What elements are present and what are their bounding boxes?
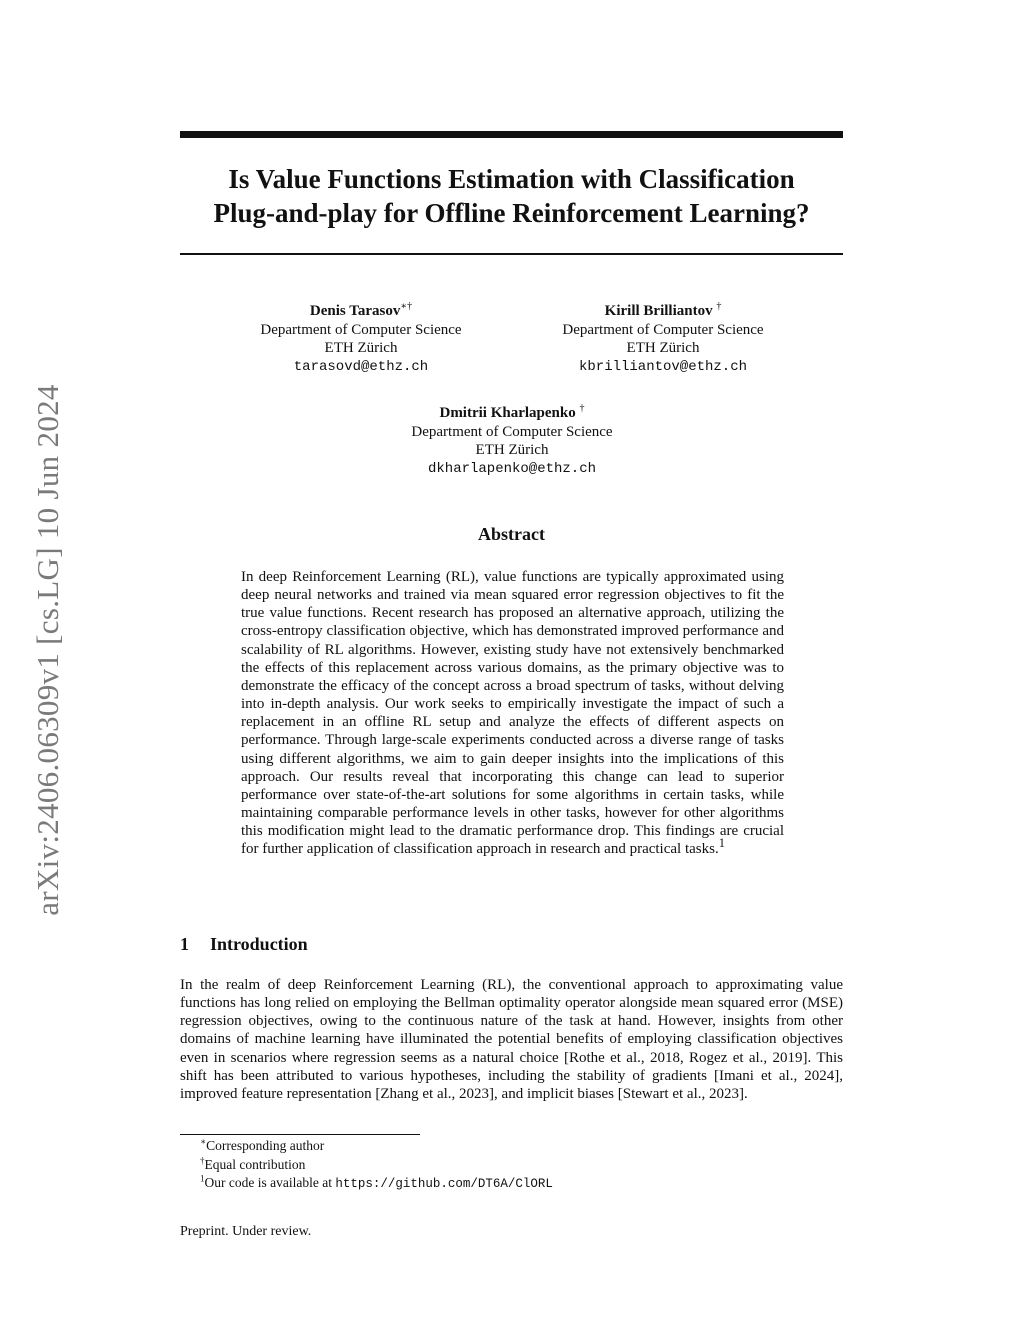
abstract-footnote-mark: 1	[718, 836, 725, 851]
footnotes	[200, 1137, 553, 1194]
author-footnote-marks: ∗†	[400, 301, 413, 312]
author-institution: ETH Zürich	[475, 442, 549, 458]
paper-title-line-1: Is Value Functions Estimation with Classification	[228, 164, 795, 194]
author-department: Department of Computer Science	[260, 321, 462, 338]
author-email[interactable]: tarasovd@ethz.ch	[293, 358, 429, 375]
author-footnote-marks: †	[579, 403, 585, 414]
author-institution: ETH Zürich	[324, 340, 398, 356]
author-email[interactable]: kbrilliantov@ethz.ch	[578, 358, 748, 375]
author-department: Department of Computer Science	[411, 423, 613, 440]
introduction-text: In the realm of deep Reinforcement Learning (RL), the conventional approach to approximating value functions has long relied on employing the Bellman optimality operator alongside mean squared error (MSE) regression objectives, owing to the continuous nature of the task at hand. However, insights from other domains of machine learning have illuminated the potential benefits of employing classification objectives even in scenarios where regression seems as a natural choice [Rothe et al., 2018, Rogez et al., 2019]. This shift has been attributed to various hypotheses, including the stability of gradients [Imani et al., 2024], improved feature representation [Zhang et al., 2023], and implicit biases [Stewart et al., 2023].	[180, 977, 843, 1102]
abstract-text: In deep Reinforcement Learning (RL), value functions are typically approximated using deep neural networks and trained via mean squared error regression objectives to fit the true value functions. Recent research has proposed an alternative approach, utilizing the cross-entropy classification objective, which has demonstrated improved performance and scalability of RL algorithms. However, existing study have not extensively benchmarked the effects of this replacement across various domains, as the primary objective was to demonstrate the efficacy of the concept across a broad spectrum of tasks, without delving into in-depth analysis. Our work seeks to empirically investigate the impact of such a replacement in an offline RL setup and analyze the effects of different aspects on performance. Through large-scale experiments conducted across a diverse range of tasks using different algorithms, we aim to gain deeper insights into the implications of this approach. Our results reveal that incorporating this change can lead to superior performance over state-of-the-art solutions for some algorithms in certain tasks, while maintaining comparable performance levels in other tasks, however for other algorithms this modification might lead to the dramatic performance drop. This findings are crucial for further application of classification approach in research and practical tasks.$^1$	[241, 569, 784, 858]
author-name: Kirill Brilliantov †	[604, 301, 722, 319]
section-number: 1	[180, 934, 189, 954]
arxiv-identifier-stamp: arXiv:2406.06309v1 [cs.LG] 10 Jun 2024	[30, 384, 65, 916]
title-bottom-rule	[180, 253, 843, 255]
author-block-tarasov	[228, 302, 494, 376]
author-email[interactable]: dkharlapenko@ethz.ch	[427, 460, 597, 477]
author-institution: ETH Zürich	[626, 340, 700, 356]
abstract-heading: Abstract	[478, 524, 545, 544]
footnote-equal-contribution: †Equal contribution	[200, 1155, 306, 1172]
author-name: Dmitrii Kharlapenko †	[439, 403, 585, 421]
title-top-rule	[180, 131, 843, 138]
preprint-note: Preprint. Under review.	[180, 1224, 312, 1239]
footnote-rule	[180, 1134, 420, 1135]
author-department: Department of Computer Science	[562, 321, 764, 338]
code-repository-link[interactable]: https://github.com/DT6A/ClORL	[335, 1177, 553, 1191]
section-heading-introduction	[180, 934, 308, 955]
paper-title	[180, 162, 843, 230]
author-footnote-marks: †	[716, 301, 722, 312]
author-block-kharlapenko	[378, 404, 646, 478]
footnote-code: $^1$Our code is available at https://github.com/DT6A/ClORL	[200, 1173, 553, 1191]
paper-title-line-2: Plug-and-play for Offline Reinforcement Learning?	[213, 198, 810, 228]
author-block-brilliantov	[530, 302, 796, 376]
footnote-corresponding: ∗Corresponding author	[200, 1136, 325, 1153]
section-title: Introduction	[210, 934, 308, 954]
author-name: Denis Tarasov∗†	[309, 301, 413, 319]
